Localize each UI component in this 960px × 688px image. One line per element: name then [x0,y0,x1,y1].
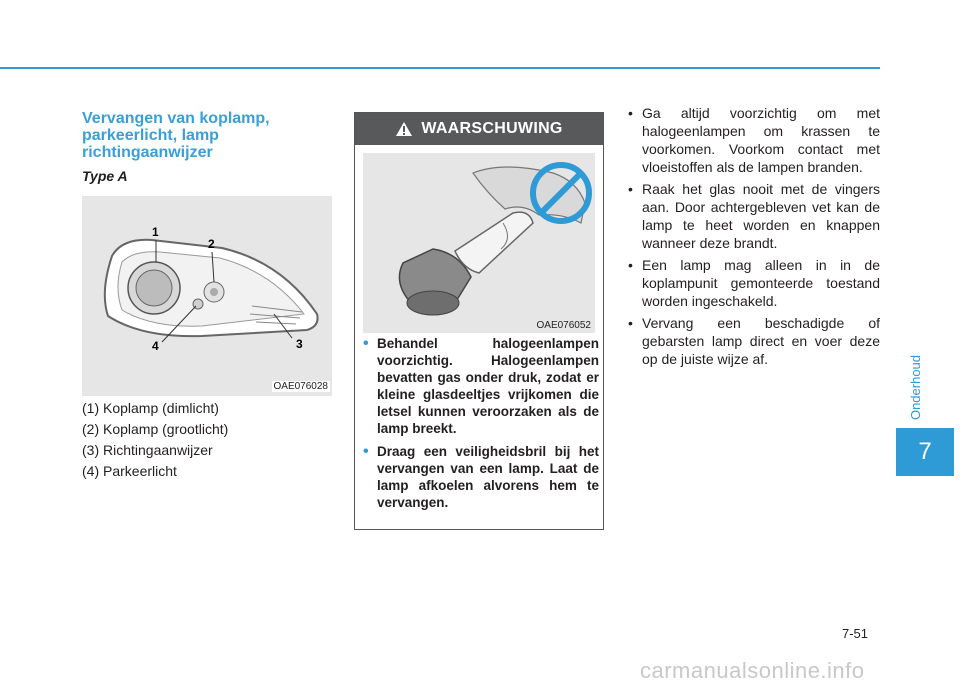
chapter-tab: 7 [896,428,954,476]
chapter-side-label [906,352,926,422]
tip-item: • Een lamp mag alleen in in de koplampunit gemonteerde toestand worden ingeschakeld. [628,256,880,310]
warning-title: WAARSCHUWING [421,120,563,137]
header-rule [0,67,880,69]
tip-item: • Raak het glas nooit met de vingers aan. Door achtergebleven vet kan de lamp te heet worden en knappen wanneer deze brandt. [628,180,880,252]
chapter-name: Onderhoud [908,354,924,420]
headlamp-illustration [82,196,332,396]
tip-item: • Ga altijd voorzichtig om met halogeenlampen om krassen te voorkomen. Voorkom contact met vloeistoffen als de lampen branden. [628,104,880,176]
legend-list [82,398,332,482]
headlamp-figure [82,196,332,396]
warning-item: • Draag een veiligheidsbril bij het vervangen van een lamp. Laat de lamp afkoelen alvorens hem te vervangen. [363,443,599,511]
callout-3: 3 [296,337,303,351]
figure-code: OAE076028 [273,381,328,392]
page-number: 7-51 [842,626,869,641]
warning-list [363,335,599,517]
tips-list [628,104,880,372]
warning-box [354,112,604,530]
figure-code: OAE076052 [536,320,591,331]
callout-2: 2 [208,237,215,251]
section-title: Vervangen van koplamp, parkeerlicht, lamp richtingaanwijzer [82,110,270,161]
callout-1: 1 [152,225,159,239]
halogen-bulb-figure [363,153,595,333]
bulb-illustration [363,153,595,333]
warning-triangle-icon [395,121,413,137]
watermark: carmanualsonline.info [640,658,865,683]
warning-item: • Behandel halogeenlampen voorzichtig. Halogeenlampen bevatten gas onder druk, zodat er kleine glasdeeltjes vrijkomen die letsel kunnen veroorzaken als de lamp breekt. [363,335,599,437]
warning-header [355,113,603,145]
tip-item: • Vervang een beschadigde of gebarsten lamp direct en voer deze op de juiste wijze af. [628,314,880,368]
legend-item: (1) Koplamp (dimlicht) [82,400,219,416]
callout-4: 4 [152,339,159,353]
legend-item: (3) Richtingaanwijzer [82,442,213,458]
type-label: Type A [82,168,128,184]
legend-item: (2) Koplamp (grootlicht) [82,421,229,437]
legend-item: (4) Parkeerlicht [82,463,177,479]
